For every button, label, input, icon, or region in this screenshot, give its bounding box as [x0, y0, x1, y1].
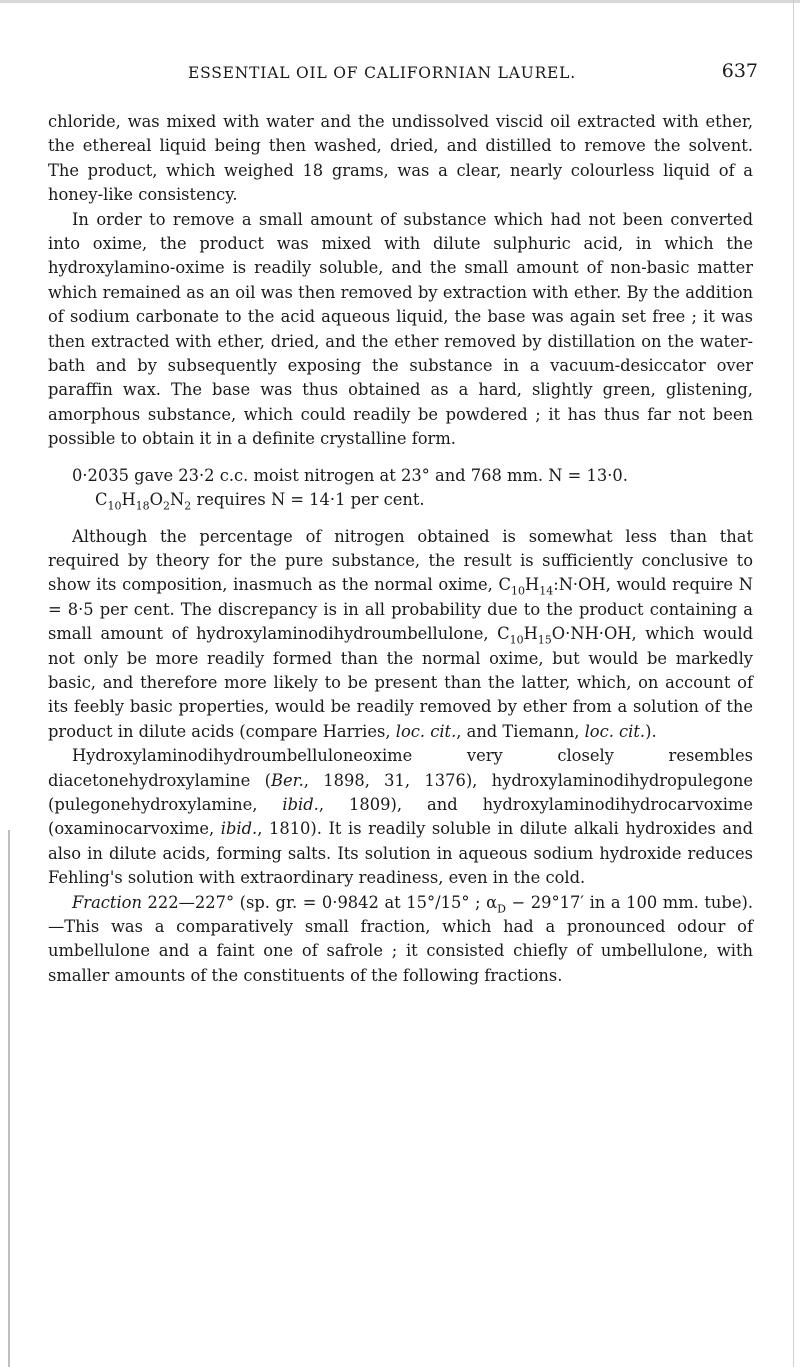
p5-text-a: 222—227° (sp. gr. = 0·9842 at 15°/15° ; α [141, 892, 498, 912]
p3-text-f: , and Tiemann, [456, 721, 585, 741]
formula-n-sub: 2 [184, 499, 192, 513]
body-text [48, 110, 753, 988]
paragraph-3 [48, 525, 753, 745]
p3-sub-1: 10 [511, 584, 525, 598]
formula-o: O [149, 490, 164, 510]
p3-sub-3: 10 [509, 633, 524, 647]
p3-text-b: H [525, 575, 540, 595]
p3-loc-cit-1: loc. cit. [395, 721, 457, 741]
analysis-line: 0·2035 gave 23·2 c.c. moist nitrogen at 23° and 768 mm. N = 13·0. [72, 465, 628, 485]
formula-requirement: requires N = 14·1 per cent. [191, 490, 425, 510]
paragraph-4 [48, 744, 753, 890]
p4-ber: Ber. [270, 770, 304, 790]
p4-text-b: , 1898, 31, 1376), hydroxylaminodihydropulegone (pulegonehydroxylamine, [48, 770, 753, 814]
p3-text-c: :N·OH, would require N = 8·5 per cent. The discrepancy is in all probability due to the product containing a small amount of hydroxylaminodihydroumbellulone, C [48, 575, 753, 644]
running-title: ESSENTIAL OIL OF CALIFORNIAN LAUREL. [188, 64, 576, 82]
p3-text-a: Although the percentage of nitrogen obtained is somewhat less than that required by theory for the pure substance, the result is sufficiently conclusive to show its composition, inasmuch as the normal oxime, C [48, 526, 753, 595]
p3-text-e: O·NH·OH, which would not only be more readily formed than the normal oxime, but would be markedly basic, and therefore more likely to be present than the latter, which, on account of its feebly basic properties, would be readily removed by ether from a solution of the product in dilute acids (compare Harries, [48, 624, 753, 741]
p5-sub-d: D [497, 901, 506, 915]
formula-o-sub: 2 [163, 499, 171, 513]
formula-c: C [95, 490, 108, 510]
p3-sub-4: 15 [537, 633, 552, 647]
running-header [48, 60, 758, 88]
formula-c-sub: 10 [107, 499, 122, 513]
p3-text-d: H [523, 624, 538, 644]
p4-ibid-1: ibid. [282, 794, 319, 814]
p3-loc-cit-2: loc. cit. [584, 721, 646, 741]
paragraph-5 [48, 891, 753, 989]
p5-fraction-label: Fraction [72, 892, 142, 912]
p5-text-b: − 29°17′ in a 100 mm. tube).—This was a comparatively small fraction, which had a pronounced odour of umbellulone and a faint one of safrole ; it consisted chiefly of umbellulone, with smaller amounts of the constituents of the following fractions. [48, 892, 753, 985]
paragraph-1: chloride, was mixed with water and the undissolved viscid oil extracted with ether, the ethereal liquid being then washed, dried, and distilled to remove the solvent. The product, which weighed 18 grams, was a clear, nearly colourless liquid of a honey-like consistency. [48, 112, 753, 205]
formula-h-sub: 18 [135, 499, 150, 513]
formula-n: N [170, 490, 185, 510]
formula-h: H [121, 490, 136, 510]
analysis-formula [48, 488, 753, 512]
p4-ibid-2: ibid. [220, 819, 258, 839]
scan-edge-left [8, 830, 10, 1367]
scan-edge-right [793, 0, 794, 1367]
p3-text-g: ). [645, 721, 657, 741]
p4-text-c: , 1809), and hydroxylaminodihydrocarvoxime (oxaminocarvoxime, [48, 794, 753, 839]
paragraph-2: In order to remove a small amount of substance which had not been converted into oxime, the product was mixed with dilute sulphuric acid, in which the hydroxylamino-oxime is readily soluble, and the small amount of non-basic matter which remained as an oil was then removed by extraction with ether. By the addition of sodium carbonate to the acid aqueous liquid, the base was again set free ; it was then extracted with ether, dried, and the ether removed by distillation on the water-bath and by subsequently exposing the substance in a vacuum-desiccator over paraffin wax. The base was thus obtained as a hard, slightly green, glistening, amorphous substance, which could readily be powdered ; it has thus far not been possible to obtain it in a definite crystalline form. [48, 209, 753, 449]
p4-text-a: Hydroxylaminodihydroumbelluloneoxime very closely resembles diacetonehydroxylamine ( [48, 746, 753, 790]
page-number: 637 [721, 60, 758, 82]
p3-sub-2: 14 [539, 584, 554, 598]
p4-text-d: , 1810). It is readily soluble in dilute alkali hydroxides and also in dilute acids, forming salts. Its solution in aqueous sodium hydroxide reduces Fehling's solution with extraordinary readiness, even in the cold. [48, 819, 754, 888]
scan-edge-top [0, 0, 800, 3]
